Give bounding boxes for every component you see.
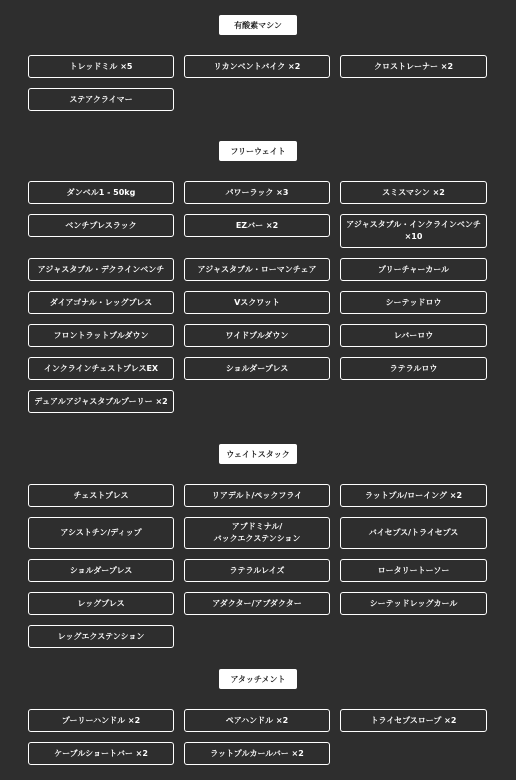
equipment-item[interactable]: チェストプレス	[28, 484, 174, 507]
equipment-item[interactable]: ペアハンドル ×2	[184, 709, 330, 732]
equipment-item[interactable]: Vスクワット	[184, 291, 330, 314]
equipment-item[interactable]: クロストレーナー ×2	[340, 55, 487, 78]
section-header-weight-stack: ウェイトスタック	[219, 444, 297, 464]
equipment-grid-weight-stack	[28, 484, 488, 648]
equipment-item[interactable]: アブドミナル/バックエクステンション	[184, 517, 330, 549]
equipment-item[interactable]: スミスマシン ×2	[340, 181, 487, 204]
equipment-item[interactable]: アジャスタブル・インクラインベンチ ×10	[340, 214, 487, 248]
equipment-item[interactable]: デュアルアジャスタブルプーリー ×2	[28, 390, 174, 413]
equipment-item[interactable]: シーテッドロウ	[340, 291, 487, 314]
equipment-item[interactable]: アジャスタブル・ローマンチェア	[184, 258, 330, 281]
equipment-item[interactable]: バイセプス/トライセプス	[340, 517, 487, 549]
equipment-item[interactable]: パワーラック ×3	[184, 181, 330, 204]
equipment-item[interactable]: アジャスタブル・デクラインベンチ	[28, 258, 174, 281]
equipment-grid-free-weight	[28, 181, 488, 413]
equipment-item[interactable]: レバーロウ	[340, 324, 487, 347]
equipment-grid-cardio	[28, 55, 488, 111]
equipment-item[interactable]: レッグプレス	[28, 592, 174, 615]
equipment-item[interactable]: ラットプル/ローイング ×2	[340, 484, 487, 507]
equipment-item[interactable]: ダイアゴナル・レッグプレス	[28, 291, 174, 314]
equipment-item[interactable]: ワイドプルダウン	[184, 324, 330, 347]
equipment-item[interactable]: シーテッドレッグカール	[340, 592, 487, 615]
section-header-free-weight: フリーウェイト	[219, 141, 297, 161]
equipment-item[interactable]: ベンチプレスラック	[28, 214, 174, 237]
equipment-item[interactable]: EZバー ×2	[184, 214, 330, 237]
equipment-grid-attachments	[28, 709, 488, 765]
equipment-item[interactable]: ロータリートーソー	[340, 559, 487, 582]
section-header-cardio: 有酸素マシン	[219, 15, 297, 35]
equipment-item[interactable]: ケーブルショートバー ×2	[28, 742, 174, 765]
equipment-item[interactable]: ステアクライマー	[28, 88, 174, 111]
equipment-item[interactable]: リカンベントバイク ×2	[184, 55, 330, 78]
equipment-item[interactable]: ショルダープレス	[28, 559, 174, 582]
equipment-item[interactable]: リアデルト/ペックフライ	[184, 484, 330, 507]
equipment-item[interactable]: ダンベル1 - 50kg	[28, 181, 174, 204]
equipment-item[interactable]: ラットプルカールバー ×2	[184, 742, 330, 765]
section-header-attachments: アタッチメント	[219, 669, 297, 689]
equipment-item[interactable]: プリーチャーカール	[340, 258, 487, 281]
equipment-item[interactable]: フロントラットプルダウン	[28, 324, 174, 347]
equipment-item[interactable]: アダクター/アブダクター	[184, 592, 330, 615]
equipment-item[interactable]: レッグエクステンション	[28, 625, 174, 648]
equipment-item[interactable]: トライセプスロープ ×2	[340, 709, 487, 732]
equipment-item[interactable]: アシストチン/ディップ	[28, 517, 174, 549]
equipment-item[interactable]: プーリーハンドル ×2	[28, 709, 174, 732]
equipment-item[interactable]: ショルダープレス	[184, 357, 330, 380]
equipment-item[interactable]: ラテラルロウ	[340, 357, 487, 380]
equipment-item[interactable]: ラテラルレイズ	[184, 559, 330, 582]
equipment-item[interactable]: トレッドミル ×5	[28, 55, 174, 78]
equipment-item[interactable]: インクラインチェストプレスEX	[28, 357, 174, 380]
